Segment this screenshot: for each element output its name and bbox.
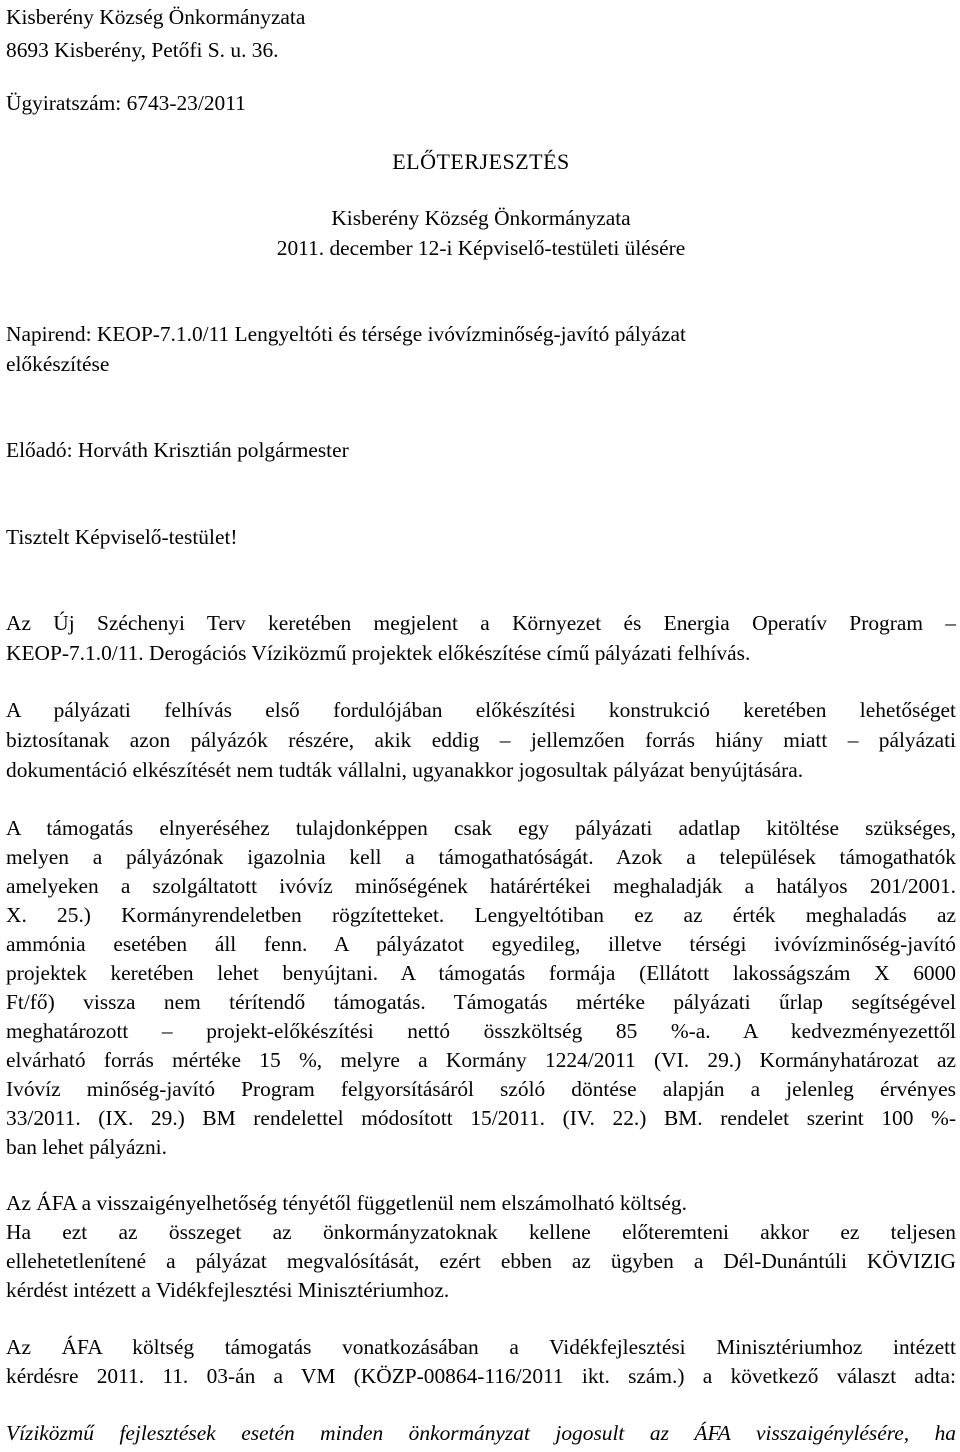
paragraph-line: A támogatás elnyeréséhez tulajdonképpen csak egy pályázati adatlap kitöltése szükséges, — [6, 816, 956, 840]
paragraph-line: kérdésre 2011. 11. 03-án a VM (KÖZP-00864-116/2011 ikt. szám.) a következő választ adta: — [6, 1364, 956, 1388]
file-number: Ügyiratszám: 6743-23/2011 — [6, 91, 246, 115]
paragraph-line: elvárható forrás mértéke 15 %, melyre a Kormány 1224/2011 (VI. 29.) Kormányhatározat az — [6, 1048, 956, 1072]
paragraph-line: KEOP-7.1.0/11. Derogációs Víziközmű projektek előkészítése című pályázati felhívás. — [6, 641, 751, 665]
paragraph-line: amelyeken a szolgáltatott ivóvíz minőségének határértékei meghaladják a hatályos 201/2001. — [6, 874, 956, 898]
paragraph-line: X. 25.) Kormányrendeletben rögzítetteket. Lengyeltótiban ez az érték meghaladás az — [6, 903, 956, 927]
paragraph-line: ban lehet pályázni. — [6, 1135, 167, 1159]
paragraph-line: 33/2011. (IX. 29.) BM rendelettel módosított 15/2011. (IV. 22.) BM. rendelet szerint 100 %- — [6, 1106, 956, 1130]
meeting-line: 2011. december 12-i Képviselő-testületi ülésére — [276, 236, 686, 260]
paragraph-line: projektek keretében lehet benyújtani. A támogatás formája (Ellátott lakosságszám X 6000 — [6, 961, 956, 985]
addressee: Kisberény Község Önkormányzata — [331, 206, 631, 230]
paragraph-line: Ha ezt az összeget az önkormányzatoknak kellene előteremteni akkor ez teljesen — [6, 1220, 956, 1244]
org-name: Kisberény Község Önkormányzata — [6, 5, 306, 29]
paragraph-line: Ft/fő) vissza nem térítendő támogatás. Támogatás mértéke pályázati űrlap segítségével — [6, 990, 956, 1014]
paragraph-line: ammónia esetében áll fenn. A pályázatot egyedileg, illetve térségi ivóvízminőség-javító — [6, 932, 956, 956]
document-title: ELŐTERJESZTÉS — [392, 149, 570, 174]
paragraph-line: Az Új Széchenyi Terv keretében megjelent a Környezet és Energia Operatív Program – — [6, 611, 956, 635]
paragraph-line: melyen a pályázónak igazolnia kell a támogathatóságát. Azok a települések támogathatók — [6, 845, 956, 869]
salutation: Tisztelt Képviselő-testület! — [6, 525, 238, 549]
org-address: 8693 Kisberény, Petőfi S. u. 36. — [6, 38, 279, 62]
paragraph-line: Ivóvíz minőség-javító Program felgyorsításáról szóló döntése alapján a jelenleg érvényes — [6, 1077, 956, 1101]
agenda-line-1: Napirend: KEOP-7.1.0/11 Lengyeltóti és térsége ivóvízminőség-javító pályázat — [6, 322, 686, 346]
presenter: Előadó: Horváth Krisztián polgármester — [6, 438, 349, 462]
paragraph-line: Az ÁFA költség támogatás vonatkozásában a Vidékfejlesztési Minisztériumhoz intézett — [6, 1335, 956, 1359]
paragraph-line: ellehetetlenítené a pályázat megvalósítását, ezért ebben az ügyben a Dél-Dunántúli KÖVIZIG — [6, 1249, 956, 1273]
paragraph-line: meghatározott – projekt-előkészítési nettó összköltség 85 %-a. A kedvezményezettől — [6, 1019, 956, 1043]
paragraph-line: Az ÁFA a visszaigényelhetőség tényétől függetlenül nem elszámolható költség. — [6, 1191, 687, 1215]
paragraph-line: biztosítanak azon pályázók részére, akik eddig – jellemzően forrás hiány miatt – pályázati — [6, 728, 956, 752]
quoted-answer: Víziközmű fejlesztések esetén minden önkormányzat jogosult az ÁFA visszaigénylésére, ha — [6, 1421, 956, 1445]
paragraph-line: A pályázati felhívás első fordulójában előkészítési konstrukció keretében lehetőséget — [6, 698, 956, 722]
paragraph-line: dokumentáció elkészítését nem tudták vállalni, ugyanakkor jogosultak pályázat benyújtására. — [6, 758, 804, 782]
paragraph-line: kérdést intézett a Vidékfejlesztési Minisztériumhoz. — [6, 1278, 450, 1302]
agenda-line-2: előkészítése — [6, 352, 110, 376]
